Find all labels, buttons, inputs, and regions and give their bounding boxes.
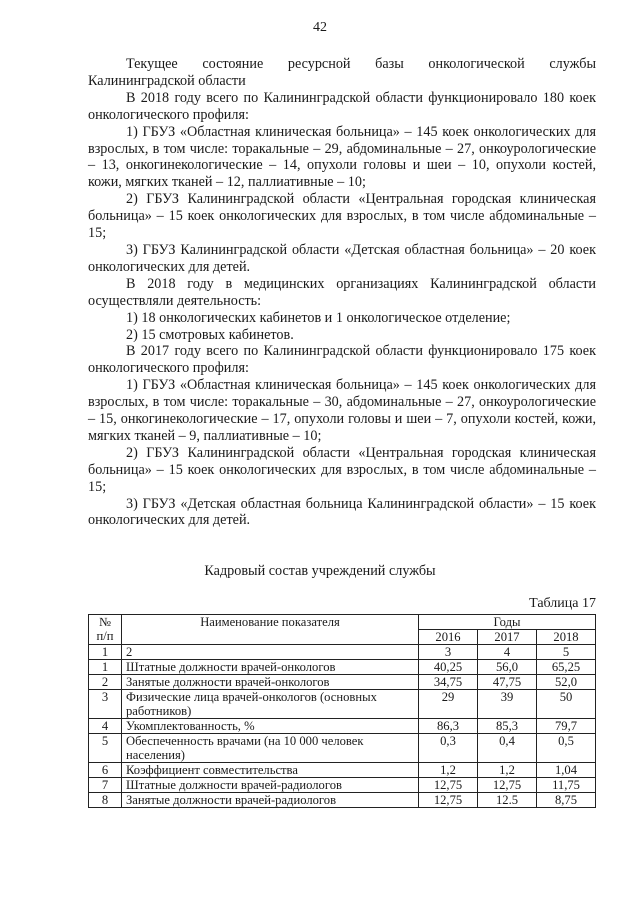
- list-item-2018-city-hospital: 2) ГБУЗ Калининградской области «Центральная городская клиническая больница» – 15 коек онкологических для взрослых, в том числе абдоминальные – 15;: [88, 191, 596, 242]
- header-num: № п/п: [89, 615, 122, 645]
- row-num: 4: [89, 719, 122, 734]
- section-title-staff: Кадровый состав учреждений службы: [204, 563, 436, 579]
- row-num: 5: [89, 734, 122, 763]
- table-row: [89, 719, 596, 734]
- table-caption: Таблица 17: [529, 596, 596, 611]
- row-value-2017: 0,4: [478, 734, 537, 763]
- paragraph-2018-organizations: В 2018 году в медицинских организациях Калининградской области осуществляли деятельность:: [88, 275, 596, 309]
- row-value-2016: 29: [419, 690, 478, 719]
- row-value-2018: 0,5: [537, 734, 596, 763]
- row-value-2018: 1,04: [537, 763, 596, 778]
- row-value-2017: 47,75: [478, 675, 537, 690]
- row-value-2016: 12,75: [419, 793, 478, 808]
- table-row: [89, 734, 596, 763]
- index-cell: 4: [478, 645, 537, 660]
- row-num: 2: [89, 675, 122, 690]
- table-row: [89, 675, 596, 690]
- row-value-2017: 56,0: [478, 660, 537, 675]
- row-num: 1: [89, 660, 122, 675]
- header-year-2018: 2018: [537, 630, 596, 645]
- row-value-2018: 79,7: [537, 719, 596, 734]
- row-value-2016: 34,75: [419, 675, 478, 690]
- row-value-2016: 40,25: [419, 660, 478, 675]
- list-item-oncology-offices: 1) 18 онкологических кабинетов и 1 онкологическое отделение;: [126, 309, 511, 326]
- list-item-2018-regional-hospital: 1) ГБУЗ «Областная клиническая больница» – 145 коек онкологических для взрослых, в том числе: торакальные – 29, абдоминальные – 27, онкоурологические – 13, онкогинекологические – 14, опухоли головы и шеи – 10, опухоли костей, кожи, мягких тканей – 12, паллиативные – 10;: [88, 123, 596, 191]
- header-year-2016: 2016: [419, 630, 478, 645]
- staff-table: [88, 614, 596, 808]
- row-value-2018: 65,25: [537, 660, 596, 675]
- row-name: Коэффициент совместительства: [122, 763, 419, 778]
- document-body: [88, 56, 596, 529]
- row-value-2018: 11,75: [537, 778, 596, 793]
- row-name: Укомплектованность, %: [122, 719, 419, 734]
- row-name: Обеспеченность врачами (на 10 000 человек населения): [122, 734, 419, 763]
- row-num: 6: [89, 763, 122, 778]
- index-cell: 5: [537, 645, 596, 660]
- index-cell: 2: [122, 645, 419, 660]
- paragraph-2017-beds: В 2017 году всего по Калининградской области функционировало 175 коек онкологического профиля:: [88, 343, 596, 377]
- table-index-row: [89, 645, 596, 660]
- list-item-exam-rooms: 2) 15 смотровых кабинетов.: [126, 326, 294, 343]
- header-year-2017: 2017: [478, 630, 537, 645]
- row-num: 7: [89, 778, 122, 793]
- paragraph-2018-beds: В 2018 году всего по Калининградской области функционировало 180 коек онкологического профиля:: [88, 89, 596, 123]
- row-value-2017: 85,3: [478, 719, 537, 734]
- section-heading-resources: Текущее состояние ресурсной базы онкологической службы Калининградской области: [88, 56, 596, 89]
- table-row: [89, 793, 596, 808]
- row-value-2017: 12.5: [478, 793, 537, 808]
- row-value-2016: 1,2: [419, 763, 478, 778]
- row-name: Штатные должности врачей-онкологов: [122, 660, 419, 675]
- index-cell: 3: [419, 645, 478, 660]
- row-value-2018: 52,0: [537, 675, 596, 690]
- page-number: 42: [313, 20, 327, 35]
- row-name: Штатные должности врачей-радиологов: [122, 778, 419, 793]
- row-value-2018: 8,75: [537, 793, 596, 808]
- row-name: Физические лица врачей-онкологов (основных работников): [122, 690, 419, 719]
- row-value-2016: 12,75: [419, 778, 478, 793]
- row-value-2017: 12,75: [478, 778, 537, 793]
- row-value-2018: 50: [537, 690, 596, 719]
- row-num: 3: [89, 690, 122, 719]
- list-item-2017-children-hospital: 3) ГБУЗ «Детская областная больница Калининградской области» – 15 коек онкологических для детей.: [88, 495, 596, 529]
- table-row: [89, 778, 596, 793]
- row-value-2017: 1,2: [478, 763, 537, 778]
- index-cell: 1: [89, 645, 122, 660]
- list-item-2018-children-hospital: 3) ГБУЗ Калининградской области «Детская областная больница» – 20 коек онкологических для детей.: [88, 241, 596, 275]
- row-value-2016: 0,3: [419, 734, 478, 763]
- list-item-2017-regional-hospital: 1) ГБУЗ «Областная клиническая больница» – 145 коек онкологических для взрослых, в том числе: торакальные – 30, абдоминальные – 27, онкоурологические – 15, онкогинекологические – 17, опухоли головы и шеи – 7, опухоли костей, кожи, мягких тканей – 9, паллиативные – 10;: [88, 377, 596, 444]
- header-name: Наименование показателя: [122, 615, 419, 645]
- row-value-2017: 39: [478, 690, 537, 719]
- row-name: Занятые должности врачей-онкологов: [122, 675, 419, 690]
- row-name: Занятые должности врачей-радиологов: [122, 793, 419, 808]
- table-row: [89, 763, 596, 778]
- row-value-2016: 86,3: [419, 719, 478, 734]
- table-row: [89, 660, 596, 675]
- header-years-group: Годы: [419, 615, 596, 630]
- table-row: [89, 690, 596, 719]
- row-num: 8: [89, 793, 122, 808]
- list-item-2017-city-hospital: 2) ГБУЗ Калининградской области «Центральная городская клиническая больница» – 15 коек онкологических для взрослых, в том числе абдоминальные – 15;: [88, 444, 596, 495]
